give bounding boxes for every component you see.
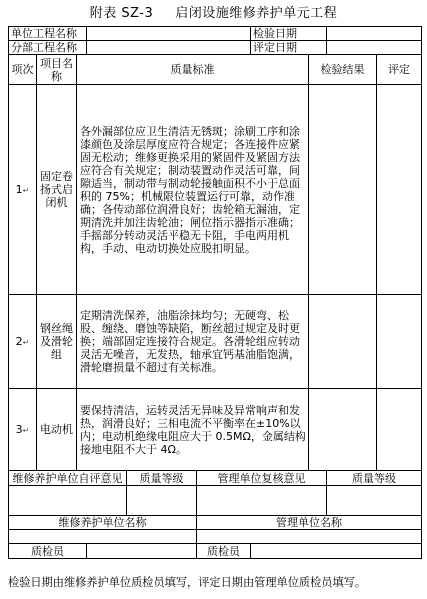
item-no: 1↵ [9,85,37,295]
form-number: 附表 SZ-3 [89,6,154,21]
evaluation-field[interactable] [377,389,422,471]
mgmt-unit-name-label: 管理单位名称 [197,516,422,530]
sub-project-name-field[interactable] [87,41,251,55]
maint-self-opinion-field[interactable] [9,486,127,516]
mgmt-review-opinion-label: 管理单位复核意见 [197,471,327,486]
table-row [9,295,422,389]
mgmt-review-opinion-field[interactable] [197,486,327,516]
evaluation-field[interactable] [377,85,422,295]
quality-standard-text: 要保持清洁，运转灵活无异味及异常响声和发热，润滑良好；三相电流不平衡率在±10%以内；电动机绝缘电阻应大于 0.5MΩ，金属结构接地电阻不大于 4Ω。 [77,389,309,471]
item-no: 3↵ [9,389,37,471]
quality-grade-label-1: 质量等级 [127,471,197,486]
form-title [0,4,427,24]
inspection-result-field[interactable] [309,389,377,471]
item-no: 2↵ [9,295,37,389]
sub-project-name-label: 分部工程名称 [9,41,87,55]
evaluation-date-field[interactable] [327,41,422,55]
inspector-field-2[interactable] [251,544,422,559]
inspector-label-2: 质检员 [197,544,251,559]
quality-standard-text: 各外漏部位应卫生清洁无锈斑；涂刷工序和涂漆颜色及涂层厚度应符合规定；各连接件应紧固无松动；维修更换采用的紧固件及紧固方法应符合有关规定；制动装置动作灵活可靠，间隙适当，制动带与制动轮接触面积不小于总面积的 75%；机械限位装置运行可靠，动作准确；各传动部位润滑良好；齿轮箱无漏油，定期清洗并加注齿轮油；闸位指示器指示准确；手摇部分转动灵活平稳无卡阻，手电两用机构，手动、电动切换处应脱扣明显。 [77,85,309,295]
item-name: 电动机 [37,389,77,471]
header-inspection-result: 检验结果 [309,55,377,85]
item-name: 钢丝绳及滑轮组 [37,295,77,389]
unit-project-name-label: 单位工程名称 [9,27,87,41]
header-quality-standard: 质量标准 [77,55,309,85]
quality-grade-field-1[interactable] [127,486,197,516]
table-row [9,389,422,471]
quality-grade-field-2[interactable] [327,486,422,516]
table-row [9,85,422,295]
header-item-name: 项目名称 [37,55,77,85]
inspection-result-field[interactable] [309,85,377,295]
maint-unit-name-field[interactable] [9,530,197,544]
inspection-result-field[interactable] [309,295,377,389]
header-evaluation: 评定 [377,55,422,85]
maint-unit-name-label: 维修养护单位名称 [9,516,197,530]
evaluation-field[interactable] [377,295,422,389]
quality-standard-text: 定期清洗保养，油脂涂抹均匀；无硬弯、松股、缠绕、磨蚀等缺陷，断丝超过规定及时更换；端部固定连接符合规定。各滑轮组应转动灵活无噪音，无发热，轴承宜钙基油脂饱满，滑轮磨损量不超过有关标准。 [77,295,309,389]
form-name: 启闭设施维修养护单元工程 [175,6,338,21]
inspection-date-label: 检验日期 [251,27,327,41]
evaluation-form-table [8,26,422,559]
quality-grade-label-2: 质量等级 [327,471,422,486]
inspection-date-field[interactable] [327,27,422,41]
mgmt-unit-name-field[interactable] [197,530,422,544]
unit-project-name-field[interactable] [87,27,251,41]
inspector-field-1[interactable] [87,544,197,559]
maint-self-opinion-label: 维修养护单位自评意见 [9,471,127,486]
header-item-no: 项次 [9,55,37,85]
inspector-label-1: 质检员 [9,544,87,559]
item-name: 固定卷扬式启闭机 [37,85,77,295]
evaluation-date-label: 评定日期 [251,41,327,55]
footer-note: 检验日期由维修养护单位质检员填写，评定日期由管理单位质检员填写。 [8,576,367,589]
